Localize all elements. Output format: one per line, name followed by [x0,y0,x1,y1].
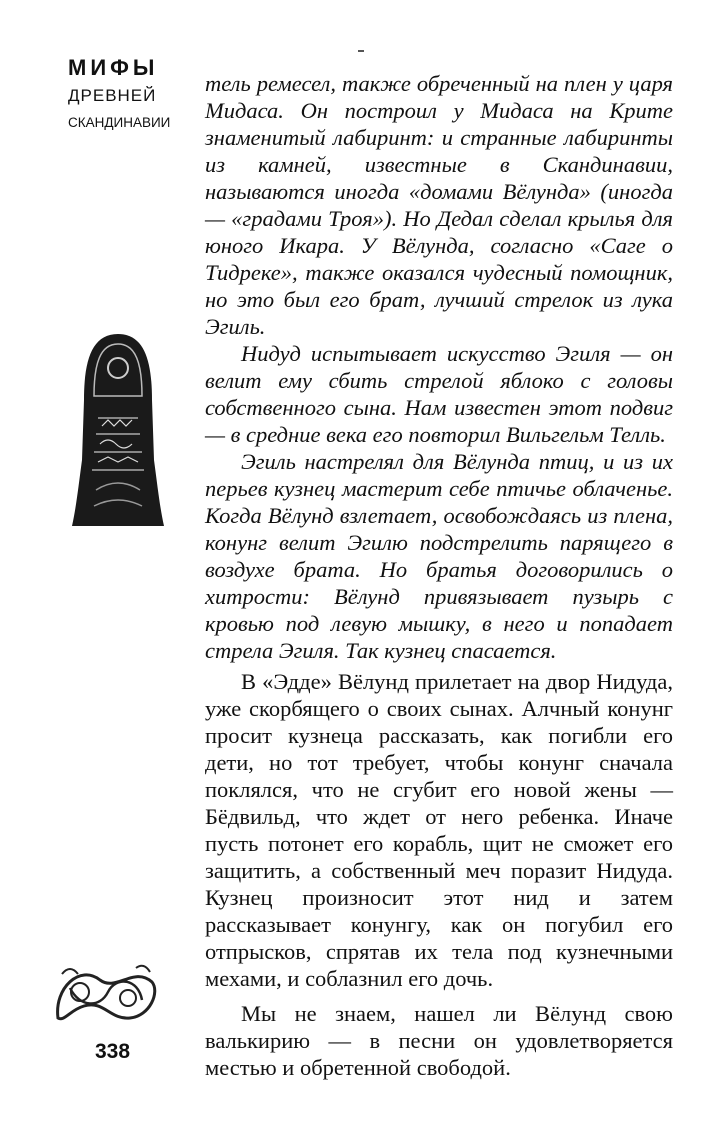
book-subtitle-line2: СКАНДИНАВИИ [68,115,171,130]
paragraph-2: Нидуд испытывает искусство Эгиля — он велит ему сбить стрелой яблоко с головы собственного сына. Нам известен этот подвиг — в средние века его повторил Вильгельм Телль. [205,341,673,447]
book-subtitle-line1: ДРЕВНЕЙ [68,86,157,105]
interlace-ornament-icon [50,958,160,1028]
paragraph-4: В «Эдде» Вёлунд прилетает на двор Нидуда, уже скорбящего о своих сынах. Алчный конунг просит кузнеца рассказать, как погибли его дети, но тот требует, чтобы конунг сначала поклялся, что не сгубит его новой жены — Бёдвильд, что ждет от него ребенка. Иначе пусть потонет его корабль, щит не сможет его защитить, а собственный меч поразит Нидуда. Кузнец произносит этот нид и затем рассказывает конунгу, как он погубил его отпрысков, спрятав их тела под кузнечными мехами, и соблазнил его дочь. [205,669,673,991]
book-title: МИФЫ [68,55,159,80]
page-number: 338 [95,1040,131,1063]
paragraph-3: Эгиль настрелял для Вёлунда птиц, и из их перьев кузнец мастерит себе птичье облаченье. Когда Вёлунд взлетает, освобождаясь из плена, конунг велит Эгилю подстрелить парящего в воздухе брата. Но братья договорились о хитрости: Вёлунд привязывает пузырь с кровью под левую мышку, в него и попадает стрела Эгиля. Так кузнец спасается. [205,449,673,663]
margin-column [0,0,190,1133]
main-text [205,70,673,1081]
print-mark [358,50,364,52]
paragraph-5: Мы не знаем, нашел ли Вёлунд свою валькирию — в песни он удовлетворяется местью и обретенной свободой. [205,1001,673,1080]
picture-stone-icon [68,330,168,530]
paragraph-1: тель ремесел, также обреченный на плен у царя Мидаса. Он построил у Мидаса на Крите знаменитый лабиринт: и странные лабиринты из камней, известные в Скандинавии, называются иногда «домами Вёлунда» (иногда — «градами Троя»). Но Дедал сделал крылья для юного Икара. У Вёлунда, согласно «Саге о Тидреке», также оказался чудесный помощник, но это был его брат, лучший стрелок из лука Эгиль. [205,71,673,339]
